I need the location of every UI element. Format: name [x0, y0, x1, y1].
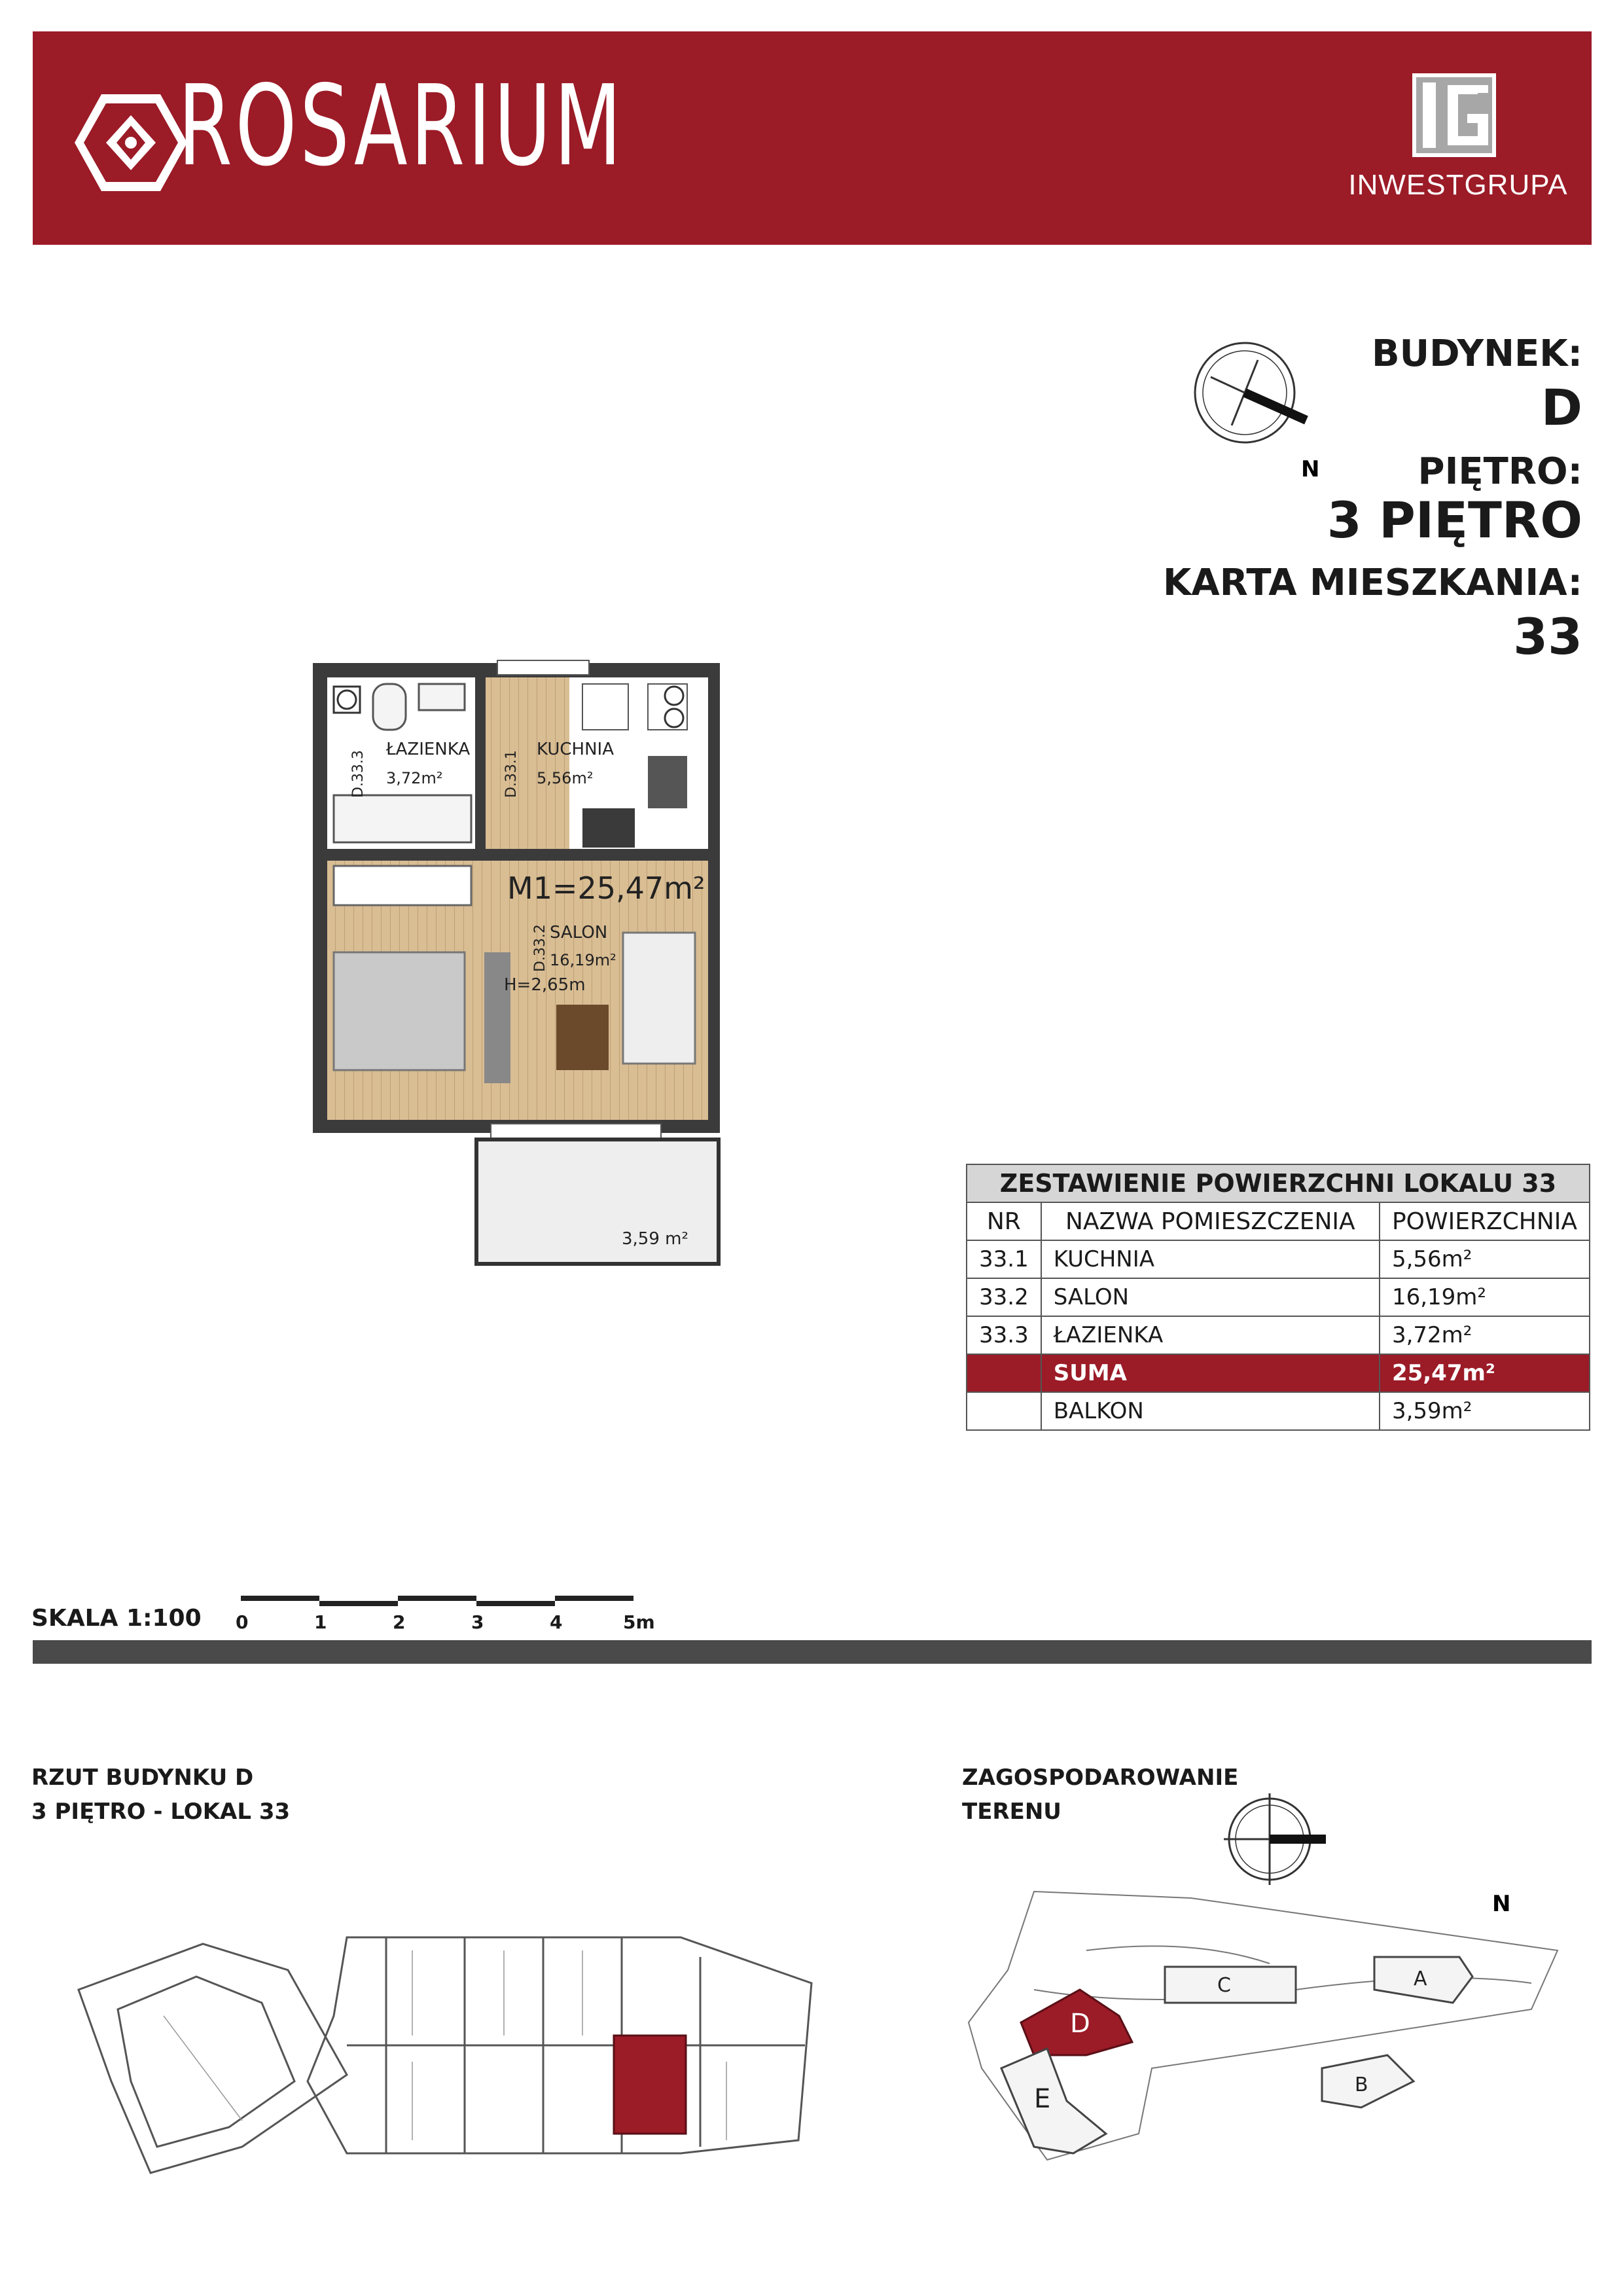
site-plan-subtitle: TERENU: [962, 1799, 1061, 1825]
scale-tick: 1: [314, 1611, 327, 1633]
rosarium-logo-icon: [72, 92, 190, 194]
scale-tick: 4: [550, 1611, 563, 1633]
kitchen-code: D.33.1: [503, 750, 520, 798]
building-value: D: [1541, 378, 1582, 437]
col-nr: NR: [967, 1202, 1041, 1240]
scale-tick: 5m: [623, 1611, 655, 1633]
balcony-area: 3,59 m²: [622, 1229, 688, 1249]
table-row: 33.1 KUCHNIA 5,56m²: [967, 1240, 1590, 1278]
site-plan-title: ZAGOSPODAROWANIE: [962, 1765, 1239, 1791]
scale-label: SKALA 1:100: [31, 1605, 202, 1632]
highlighted-apartment: [614, 2036, 686, 2134]
brand-name: ROSARIUM: [178, 62, 625, 191]
table-row: 33.2 SALON 16,19m²: [967, 1278, 1590, 1316]
building-label-b: B: [1355, 2073, 1368, 2096]
apartment-floor-plan: [308, 658, 726, 1266]
area-table: [966, 1164, 1590, 1431]
building-label-e: E: [1034, 2084, 1051, 2114]
building-label: BUDYNEK:: [1371, 332, 1582, 375]
living-code: D.33.2: [532, 924, 548, 972]
table-title: ZESTAWIENIE POWIERZCHNI LOKALU 33: [967, 1164, 1590, 1202]
scale-tick: 3: [471, 1611, 484, 1633]
table-sum-row: SUMA 25,47m²: [967, 1354, 1590, 1392]
building-label-d: D: [1070, 2009, 1090, 2039]
kitchen-area: 5,56m²: [537, 769, 594, 787]
building-plan-subtitle: 3 PIĘTRO - LOKAL 33: [31, 1799, 291, 1825]
site-north-label: N: [1492, 1891, 1511, 1917]
floor-value: 3 PIĘTRO: [1327, 491, 1582, 549]
card-value: 33: [1513, 607, 1582, 666]
card-label: KARTA MIESZKANIA:: [1163, 562, 1582, 604]
compass-icon: [1191, 334, 1322, 491]
table-balcony-row: BALKON 3,59m²: [967, 1392, 1590, 1430]
col-area: POWIERZCHNIA: [1380, 1202, 1590, 1240]
living-name: SALON: [550, 923, 608, 942]
developer-name: INWESTGRUPA: [1348, 169, 1568, 201]
site-plan-map: [955, 1793, 1584, 2212]
room-height: H=2,65m: [504, 975, 586, 995]
scale-tick: 2: [393, 1611, 406, 1633]
section-divider: [33, 1640, 1592, 1664]
floor-label: PIĘTRO:: [1418, 450, 1582, 493]
north-label: N: [1301, 456, 1320, 482]
living-area: 16,19m²: [550, 951, 616, 969]
building-plan-title: RZUT BUDYNKU D: [31, 1765, 254, 1791]
kitchen-name: KUCHNIA: [537, 740, 614, 759]
building-label-c: C: [1217, 1974, 1231, 1997]
scale-bar: [241, 1596, 633, 1611]
inwestgrupa-logo-icon: [1412, 73, 1496, 157]
col-name: NAZWA POMIESZCZENIA: [1041, 1202, 1380, 1240]
scale-tick: 0: [236, 1611, 249, 1633]
building-label-a: A: [1414, 1967, 1427, 1990]
building-floor-plan: [72, 1885, 844, 2199]
bathroom-name: ŁAZIENKA: [386, 740, 471, 759]
apartment-total: M1=25,47m²: [507, 870, 705, 906]
bathroom-code: D.33.3: [350, 750, 366, 798]
bathroom-area: 3,72m²: [386, 769, 443, 787]
table-row: 33.3 ŁAZIENKA 3,72m²: [967, 1316, 1590, 1354]
